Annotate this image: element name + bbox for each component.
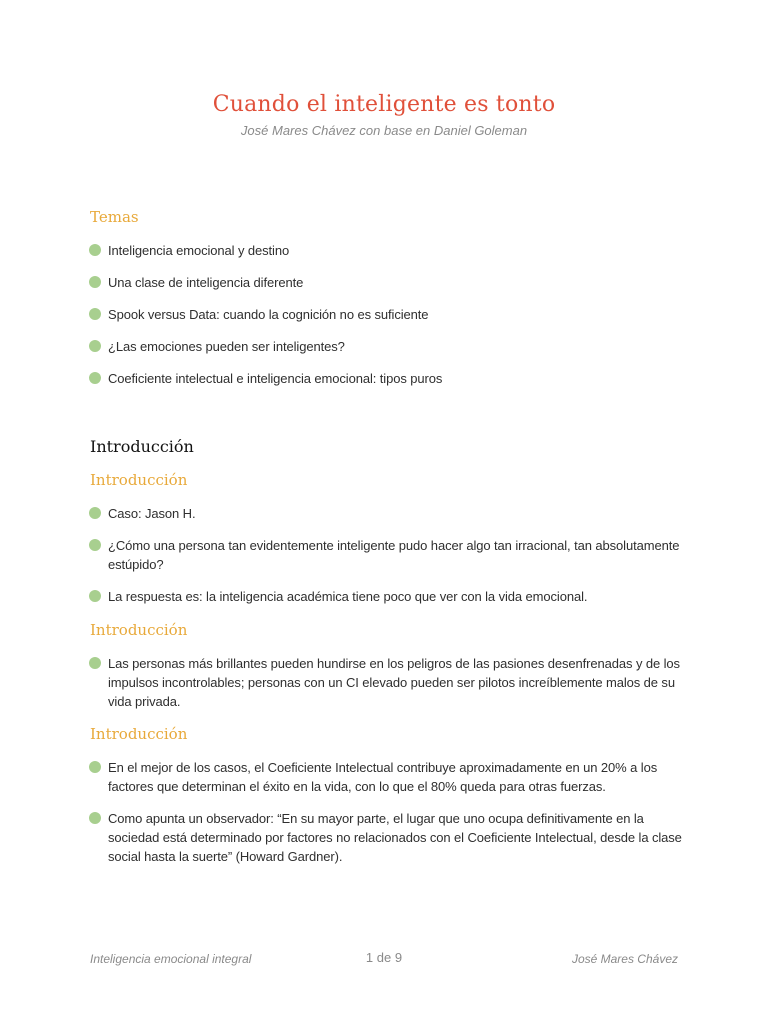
page-number: 1 de 9 <box>365 950 403 965</box>
bullet-icon <box>89 308 101 320</box>
introduccion-list-3 <box>88 758 688 866</box>
list-item <box>88 504 688 523</box>
introduccion-section-heading: Introducción <box>90 621 188 639</box>
document-title: Cuando el inteligente es tonto <box>212 92 556 117</box>
footer-author: José Mares Chávez <box>571 952 678 966</box>
bullet-icon <box>89 340 101 352</box>
list-item <box>88 809 688 866</box>
list-item-text: Spook versus Data: cuando la cognición no es suficiente <box>108 307 429 322</box>
introduccion-section-heading: Introducción <box>90 725 188 743</box>
list-item <box>88 305 688 324</box>
list-item <box>88 587 688 606</box>
list-item <box>88 337 688 356</box>
list-item <box>88 654 688 711</box>
list-item <box>88 758 688 796</box>
list-item-text: En el mejor de los casos, el Coeficiente Intelectual contribuye aproximadamente en un 20% a los factores que determinan el éxito en la vida, con lo que el 80% queda para otras fuerzas. <box>108 760 658 794</box>
bullet-icon <box>89 507 101 519</box>
list-item-text: Una clase de inteligencia diferente <box>108 275 304 290</box>
list-item <box>88 241 688 260</box>
temas-heading: Temas <box>90 208 139 226</box>
bullet-icon <box>89 812 101 824</box>
temas-list <box>88 241 688 388</box>
bullet-icon <box>89 590 101 602</box>
list-item <box>88 369 688 388</box>
list-item <box>88 536 688 574</box>
bullet-icon <box>89 657 101 669</box>
document-subtitle: José Mares Chávez con base en Daniel Goleman <box>240 123 528 138</box>
list-item <box>88 273 688 292</box>
introduccion-main-heading: Introducción <box>90 437 194 456</box>
bullet-icon <box>89 244 101 256</box>
list-item-text: ¿Las emociones pueden ser inteligentes? <box>108 339 345 354</box>
bullet-icon <box>89 276 101 288</box>
introduccion-section-heading: Introducción <box>90 471 188 489</box>
introduccion-list-1 <box>88 504 688 606</box>
bullet-icon <box>89 372 101 384</box>
introduccion-list-2 <box>88 654 688 711</box>
list-item-text: La respuesta es: la inteligencia académica tiene poco que ver con la vida emocional. <box>108 589 588 604</box>
footer-left-text: Inteligencia emocional integral <box>90 952 252 966</box>
list-item-text: ¿Cómo una persona tan evidentemente inteligente pudo hacer algo tan irracional, tan absolutamente estúpido? <box>108 538 680 572</box>
list-item-text: Como apunta un observador: “En su mayor parte, el lugar que uno ocupa definitivamente en la sociedad está determinado por factores no relacionados con el Coeficiente Intelectual, desde la clase social hasta la suerte” (Howard Gardner). <box>108 811 682 864</box>
bullet-icon <box>89 761 101 773</box>
list-item-text: Caso: Jason H. <box>108 506 196 521</box>
list-item-text: Las personas más brillantes pueden hundirse en los peligros de las pasiones desenfrenadas y de los impulsos incontrolables; personas con un CI elevado pueden ser pilotos increíblemente malos de su vida privada. <box>108 656 680 709</box>
list-item-text: Inteligencia emocional y destino <box>108 243 290 258</box>
list-item-text: Coeficiente intelectual e inteligencia emocional: tipos puros <box>108 371 443 386</box>
bullet-icon <box>89 539 101 551</box>
